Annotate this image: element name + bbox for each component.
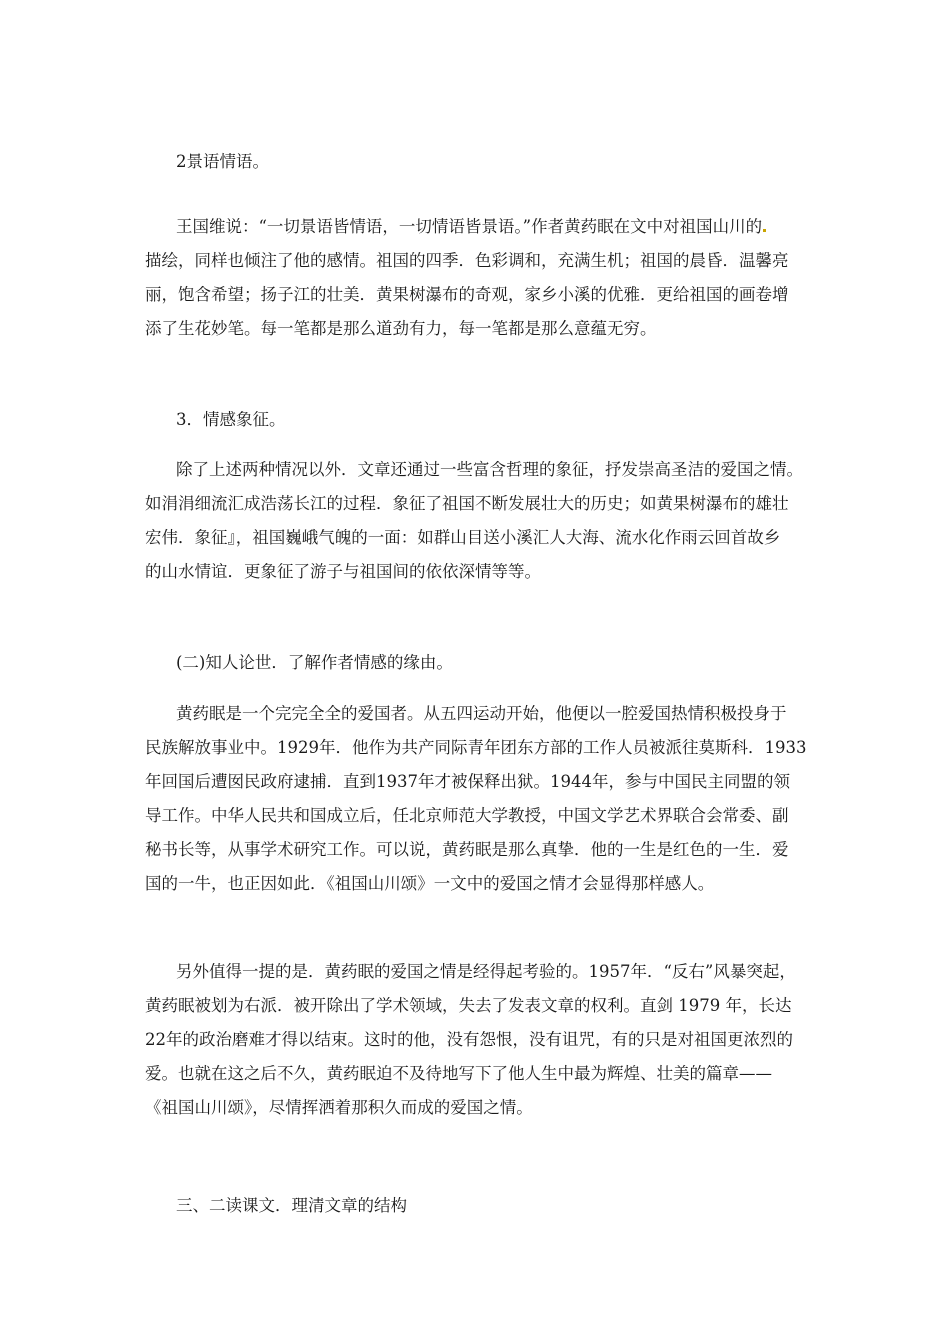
text-line: 王国维说：“一切景语皆情语，一切情语皆景语。”作者黄药眠在文中对祖国山川的 bbox=[145, 210, 813, 244]
yellow-dot-mark bbox=[763, 229, 766, 232]
text-line: 黄药眠被划为右派．被开除出了学术领域，失去了发表文章的权利。直剑 1979 年，长达 bbox=[145, 996, 792, 1015]
text-line: 22年的政治磨难才得以结束。这时的他，没有怨恨，没有诅咒，有的只是对祖国更浓烈的 bbox=[145, 1030, 793, 1049]
paragraph-wang-guowei bbox=[145, 210, 813, 346]
text-line: 添了生花妙笔。每一笔都是那么道劲有力，每一笔都是那么意蕴无穷。 bbox=[145, 319, 657, 338]
text-line: 《祖国山川颂》，尽情挥洒着那积久而成的爱国之情。 bbox=[145, 1098, 533, 1117]
text-line: 宏伟．象征』，祖国巍峨气魄的一面：如群山目送小溪汇人大海、流水化作雨云回首故乡 bbox=[145, 528, 781, 547]
text-line: 年回国后遭囡民政府逮捕．直到1937年才被保释出狱。1944年，参与中国民主同盟的领 bbox=[145, 772, 790, 791]
text-line: 导工作。中华人民共和国成立后，任北京师范大学教授，中国文学艺术界联合会常委、副 bbox=[145, 806, 789, 825]
text-line: 另外值得一提的是．黄药眠的爱国之情是经得起考验的。1957年．“反右”风暴突起， bbox=[176, 962, 796, 981]
text-line: 国的一牛，也正因如此．《祖国山川颂》一文中的爱国之情才会显得那样感人。 bbox=[145, 874, 715, 893]
text-line: 描绘，同样也倾注了他的感情。祖国的四季．色彩调和，充满生机；祖国的晨昏．温馨亮 bbox=[145, 251, 789, 270]
paragraph-author-trials bbox=[145, 955, 813, 1125]
text-line: 秘书长等，从事学术研究工作。可以说，黄药眠是那么真挚．他的一生是红色的一生．爱 bbox=[145, 840, 789, 859]
section-heading-scenery-emotion: 2景语情语。 bbox=[176, 152, 269, 171]
section-heading-text-structure: 三、二读课文．理清文章的结构 bbox=[176, 1196, 407, 1215]
text-line: 民族解放事业中。1929年．他作为共产同际青年团东方部的工作人员被派往莫斯科．1933 bbox=[145, 738, 807, 757]
text-line: 的山水情谊．更象征了游子与祖国间的依依深情等等。 bbox=[145, 562, 541, 581]
paragraph-author-biography bbox=[145, 697, 813, 901]
section-heading-emotion-symbol: 3．情感象征。 bbox=[176, 410, 286, 429]
paragraph-symbolism bbox=[145, 453, 813, 589]
section-heading-author-background: (二)知人论世．了解作者情感的缘由。 bbox=[176, 653, 453, 672]
text-line: 黄药眠是一个完完全全的爱国者。从五四运动开始，他便以一腔爱国热情积极投身于 bbox=[176, 704, 787, 723]
text-line: 如涓涓细流汇成浩荡长江的过程．象征了祖国不断发展壮大的历史；如黄果树瀑布的雄壮 bbox=[145, 494, 789, 513]
text-line: 除了上述两种情况以外．文章还通过一些富含哲理的象征，抒发崇高圣洁的爱国之情。 bbox=[176, 460, 803, 479]
text-line: 爱。也就在这之后不久，黄药眠迫不及待地写下了他人生中最为辉煌、壮美的篇章—— bbox=[145, 1064, 772, 1083]
text-line: 丽，饱含希望；扬子江的壮美．黄果树瀑布的奇观，家乡小溪的优雅．更给祖国的画卷增 bbox=[145, 285, 789, 304]
